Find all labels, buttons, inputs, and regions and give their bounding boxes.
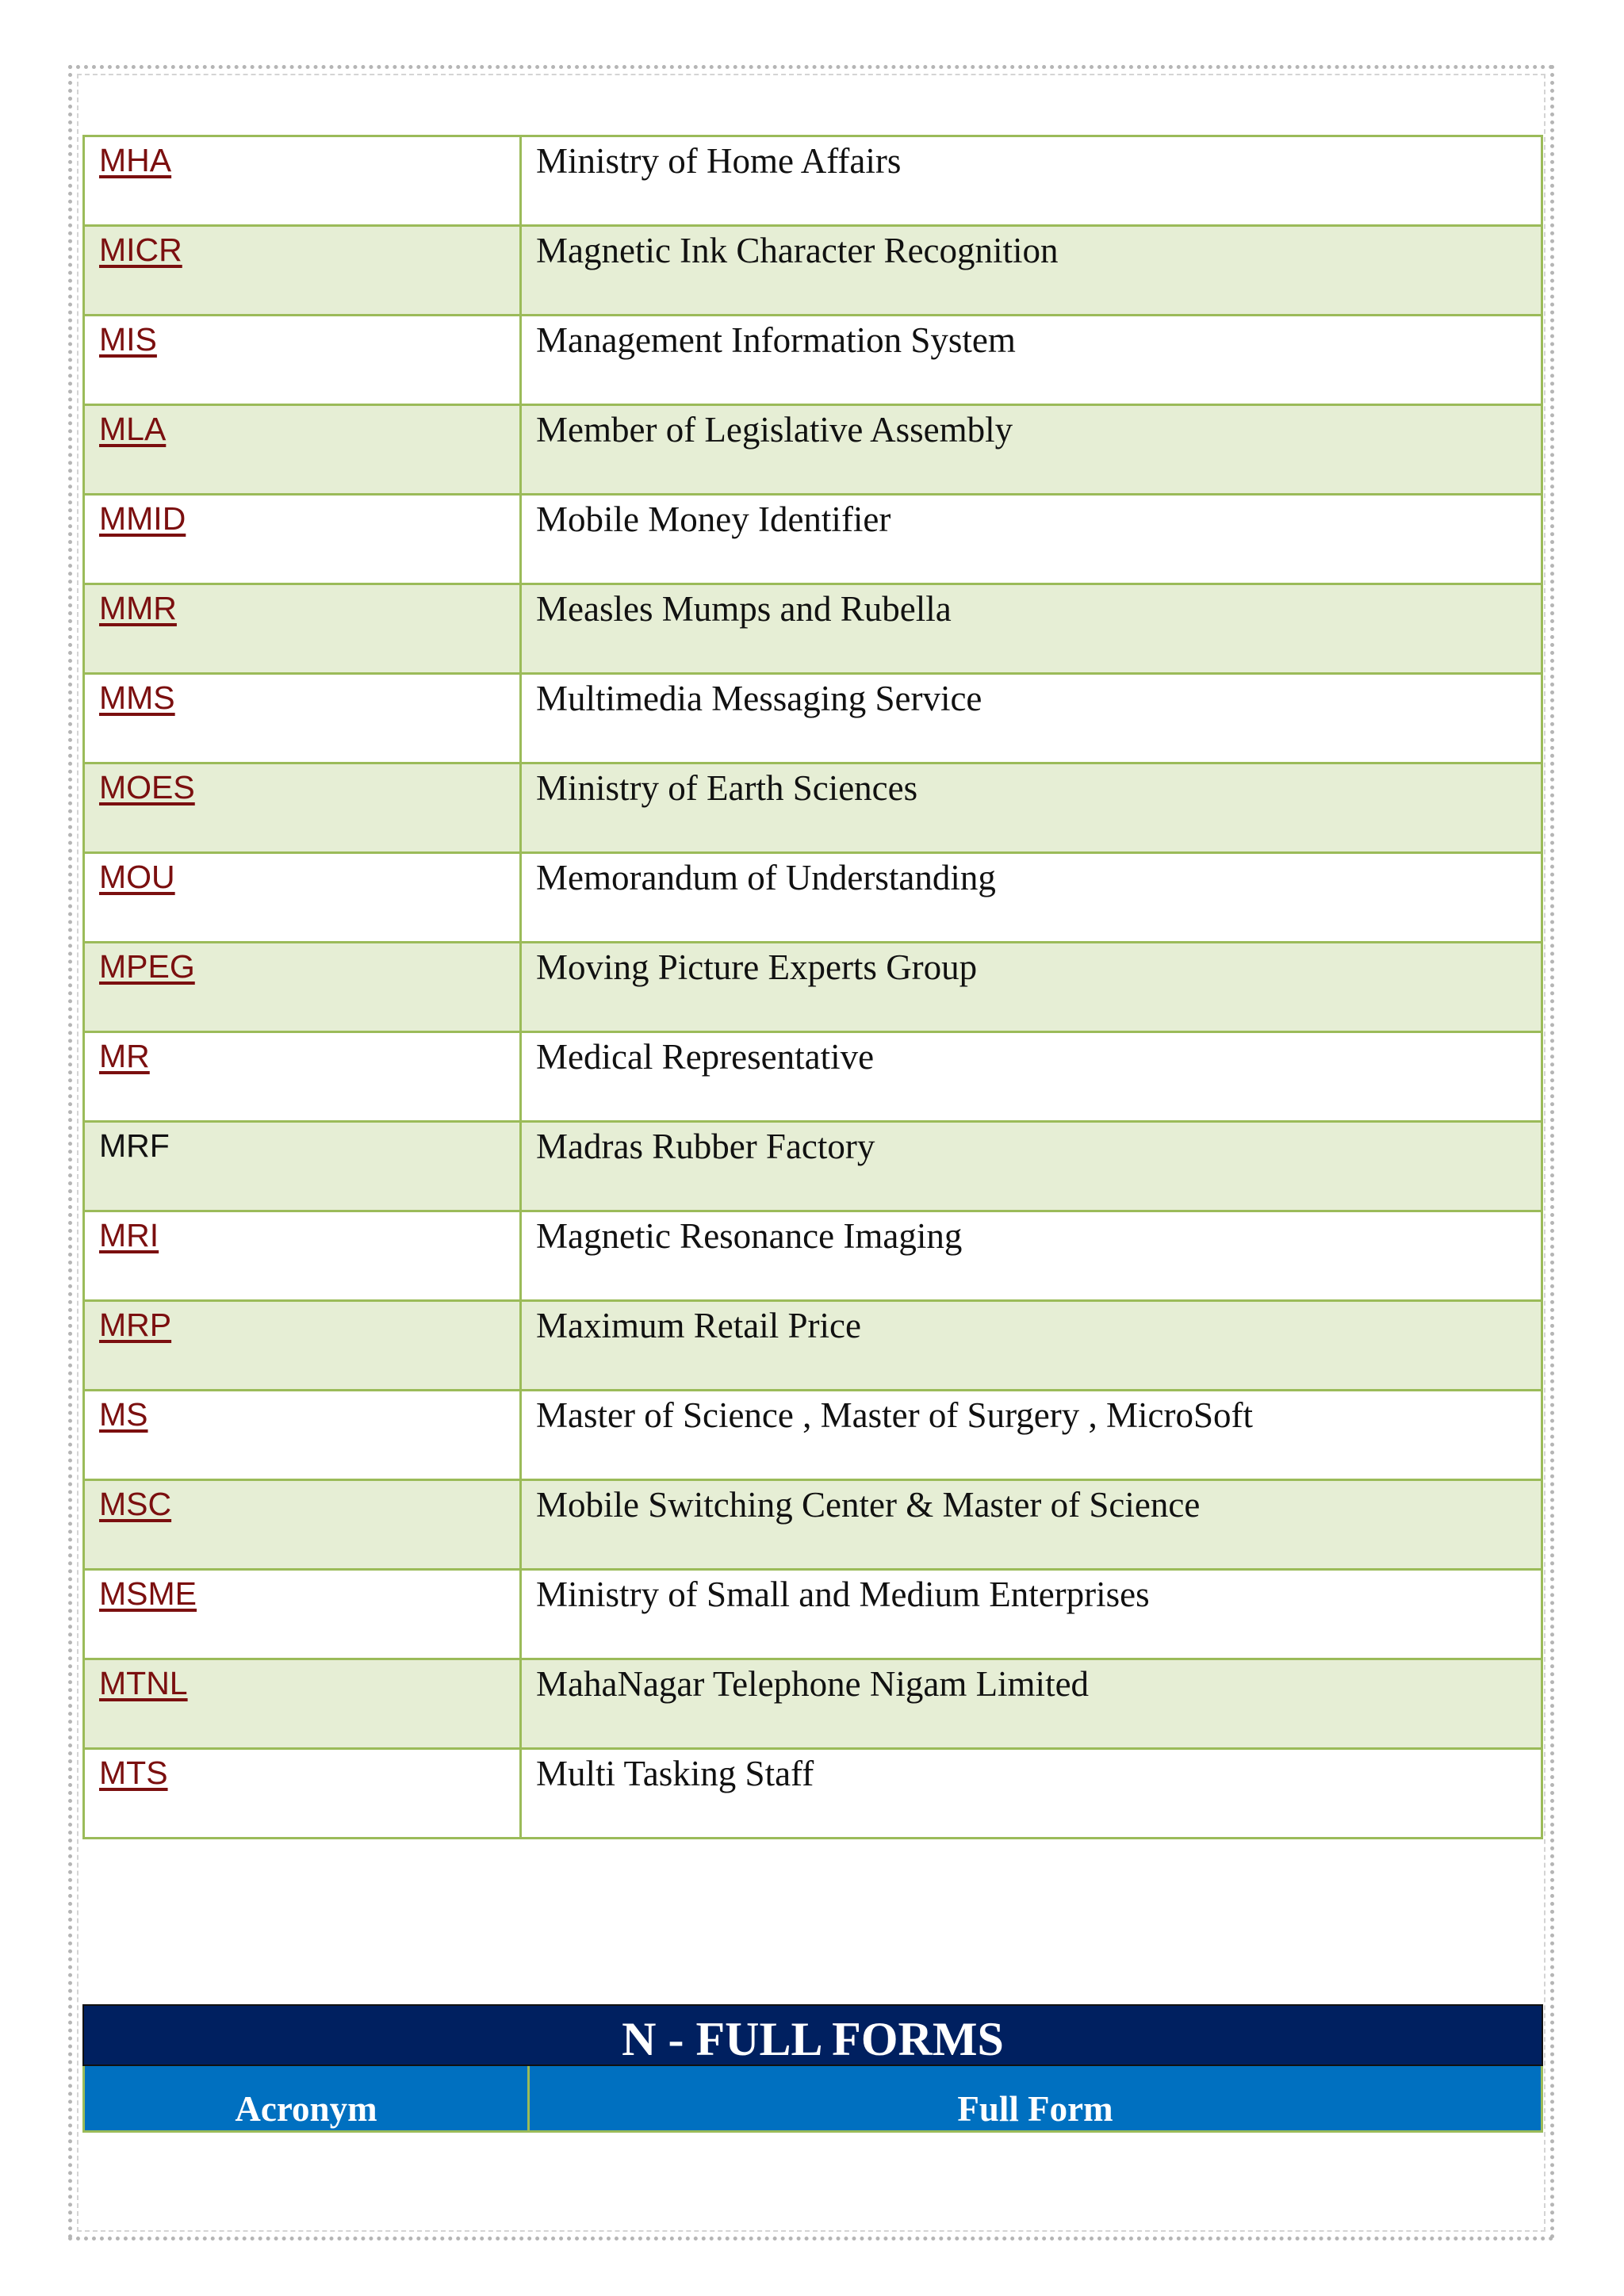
full-form-text: Medical Representative bbox=[536, 1037, 875, 1077]
acronym-link[interactable]: MOES bbox=[99, 769, 195, 806]
table-row bbox=[84, 316, 1542, 405]
table-row bbox=[84, 226, 1542, 316]
table-row bbox=[84, 1211, 1542, 1301]
acronym-link[interactable]: MMR bbox=[99, 590, 177, 626]
acronym-link[interactable]: MTNL bbox=[99, 1665, 188, 1701]
acronym-link[interactable]: MMID bbox=[99, 500, 186, 537]
full-form-text: Magnetic Ink Character Recognition bbox=[536, 231, 1059, 270]
acronym-link[interactable]: MTS bbox=[99, 1755, 168, 1791]
full-form-text: Management Information System bbox=[536, 320, 1016, 360]
full-form-text: Memorandum of Understanding bbox=[536, 858, 996, 897]
table-row bbox=[84, 674, 1542, 763]
table-header-row bbox=[82, 2066, 1543, 2133]
section-title: N - FULL FORMS bbox=[82, 2004, 1543, 2066]
full-form-text: Multimedia Messaging Service bbox=[536, 679, 982, 718]
table-row bbox=[84, 1301, 1542, 1391]
acronym-link[interactable]: MMS bbox=[99, 679, 175, 716]
full-form-text: Maximum Retail Price bbox=[536, 1306, 861, 1345]
table-row bbox=[84, 495, 1542, 584]
table-row bbox=[84, 584, 1542, 674]
table-row bbox=[84, 405, 1542, 495]
acronym-link[interactable]: MSME bbox=[99, 1575, 197, 1612]
n-full-forms-section bbox=[82, 2004, 1543, 2133]
table-row bbox=[84, 853, 1542, 943]
table-row bbox=[84, 136, 1542, 226]
acronym-link[interactable]: MIS bbox=[99, 321, 157, 358]
table-row bbox=[84, 1391, 1542, 1480]
full-form-text: Ministry of Small and Medium Enterprises bbox=[536, 1575, 1150, 1614]
table-row bbox=[84, 763, 1542, 853]
full-form-text: Member of Legislative Assembly bbox=[536, 410, 1013, 450]
full-form-text: Mobile Switching Center & Master of Science bbox=[536, 1485, 1201, 1525]
acronym-link[interactable]: MS bbox=[99, 1396, 148, 1433]
acronym-link[interactable]: MR bbox=[99, 1038, 150, 1074]
acronym-table bbox=[82, 135, 1543, 1839]
full-form-text: Ministry of Earth Sciences bbox=[536, 768, 918, 808]
acronym-link[interactable]: MOU bbox=[99, 859, 175, 895]
acronym-link[interactable]: MSC bbox=[99, 1486, 172, 1522]
full-form-text: Multi Tasking Staff bbox=[536, 1754, 814, 1793]
full-form-text: Mobile Money Identifier bbox=[536, 499, 891, 539]
acronym-link[interactable]: MPEG bbox=[99, 948, 195, 985]
full-form-text: Measles Mumps and Rubella bbox=[536, 589, 952, 629]
table-row bbox=[84, 943, 1542, 1032]
acronym-link[interactable]: MICR bbox=[99, 232, 182, 268]
full-form-text: Moving Picture Experts Group bbox=[536, 947, 978, 987]
full-form-text: Ministry of Home Affairs bbox=[536, 141, 902, 181]
table-row bbox=[84, 1480, 1542, 1570]
full-form-text: Master of Science , Master of Surgery , MicroSoft bbox=[536, 1395, 1253, 1435]
table-row bbox=[84, 1570, 1542, 1659]
table-row bbox=[84, 1032, 1542, 1122]
acronym-link[interactable]: MLA bbox=[99, 411, 167, 447]
acronym-text: MRF bbox=[99, 1127, 170, 1164]
table-row bbox=[84, 1749, 1542, 1839]
acronym-link[interactable]: MRI bbox=[99, 1217, 159, 1253]
header-full-form: Full Form bbox=[957, 2089, 1113, 2129]
acronym-link[interactable]: MHA bbox=[99, 142, 172, 178]
acronym-link[interactable]: MRP bbox=[99, 1307, 172, 1343]
full-form-text: Madras Rubber Factory bbox=[536, 1127, 875, 1166]
table-row bbox=[84, 1122, 1542, 1211]
table-row bbox=[84, 1659, 1542, 1749]
full-form-text: Magnetic Resonance Imaging bbox=[536, 1216, 963, 1256]
header-acronym: Acronym bbox=[85, 2066, 530, 2130]
full-form-text: MahaNagar Telephone Nigam Limited bbox=[536, 1664, 1090, 1704]
